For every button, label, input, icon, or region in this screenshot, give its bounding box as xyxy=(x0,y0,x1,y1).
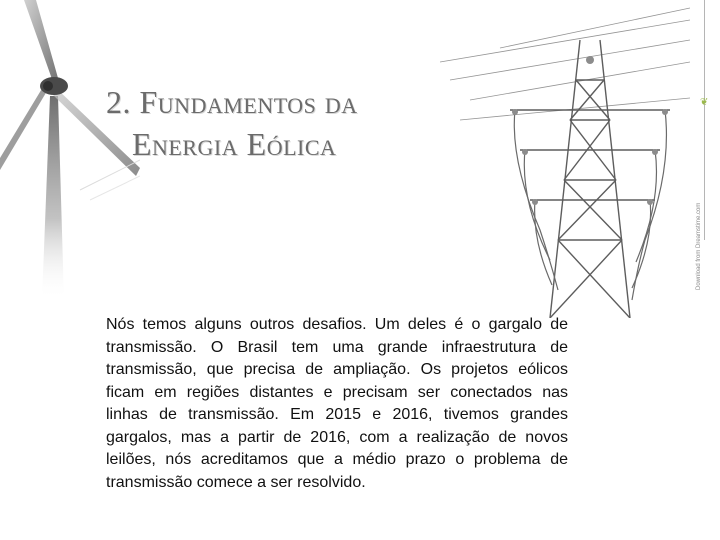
slide-title-line-1: 2. Fundamentos da xyxy=(106,84,358,120)
leaf-icon: ❦ xyxy=(700,97,709,108)
slide-title-line-2: Energia Eólica xyxy=(132,126,337,162)
wind-turbine-illustration xyxy=(0,0,140,300)
watermark-divider xyxy=(704,0,705,240)
body-paragraph: Nós temos alguns outros desafios. Um deles é o gargalo de transmissão. O Brasil tem uma grande infraestrutura de transmissão, que precisa de ampliação. Os projetos eólicos ficam em regiões distantes e precisam ser conectados nas linhas de transmissão. Em 2015 e 2016, tivemos grandes gargalos, mas a partir de 2016, com a realização de novos leilões, nós acreditamos que a médio prazo o problema de transmissão comece a ser resolvido. xyxy=(106,316,568,491)
power-pylon-image xyxy=(440,0,690,318)
stock-watermark xyxy=(692,0,718,300)
watermark-text: Download from Dreamstime.com xyxy=(696,202,702,290)
